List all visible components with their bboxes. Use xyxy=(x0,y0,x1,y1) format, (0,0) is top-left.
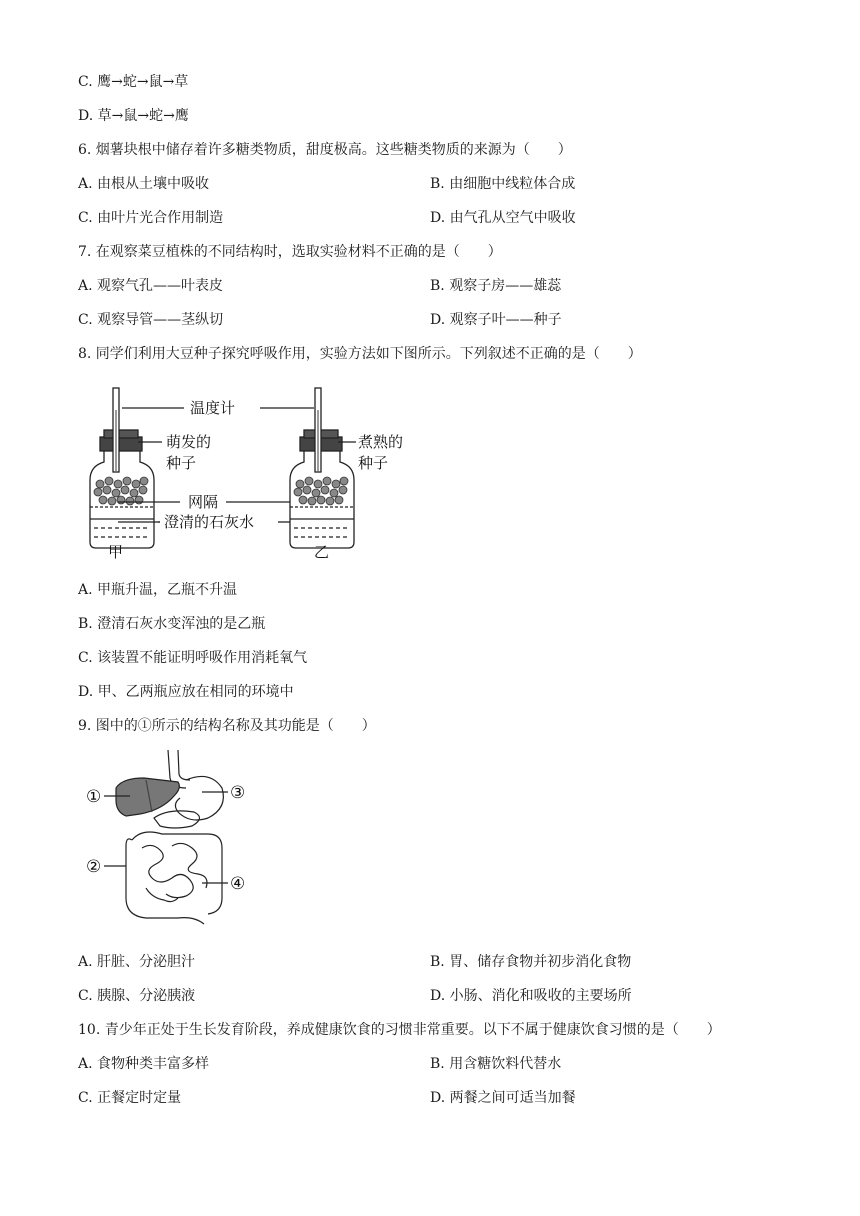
label-jar-a: 甲 xyxy=(108,543,124,560)
label-jar-b: 乙 xyxy=(314,543,330,560)
q10-stem: 10. 青少年正处于生长发育阶段，养成健康饮食的习惯非常重要。以下不属于健康饮食习惯的是（ ） xyxy=(78,1022,721,1038)
q5-option-d: D. 草→鼠→蛇→鹰 xyxy=(78,108,189,124)
q8-option-d: D. 甲、乙两瓶应放在相同的环境中 xyxy=(78,684,294,700)
q8-stem: 8. 同学们利用大豆种子探究呼吸作用，实验方法如下图所示。下列叙述不正确的是（ ） xyxy=(78,346,642,362)
q9-option-b: B. 胃、储存食物并初步消化食物 xyxy=(430,954,632,970)
q6-option-b: B. 由细胞中线粒体合成 xyxy=(430,176,576,192)
q7-option-c: C. 观察导管——茎纵切 xyxy=(78,312,224,328)
q6-option-d: D. 由气孔从空气中吸收 xyxy=(430,210,576,226)
q5-option-c: C. 鹰→蛇→鼠→草 xyxy=(78,74,189,90)
respiration-experiment-figure xyxy=(78,380,418,560)
q7-stem: 7. 在观察菜豆植株的不同结构时，选取实验材料不正确的是（ ） xyxy=(78,244,502,260)
q8-option-a: A. 甲瓶升温，乙瓶不升温 xyxy=(78,582,238,598)
q10-option-d: D. 两餐之间可适当加餐 xyxy=(430,1090,576,1106)
label-4: ④ xyxy=(230,874,246,894)
q9-option-a: A. 肝脏、分泌胆汁 xyxy=(78,954,196,970)
q7-option-b: B. 观察子房——雄蕊 xyxy=(430,278,562,294)
label-sprouting-seeds-line1: 萌发的 xyxy=(166,433,212,451)
q6-stem: 6. 烟薯块根中储存着许多糖类物质，甜度极高。这些糖类物质的来源为（ ） xyxy=(78,142,572,158)
q9-option-d: D. 小肠、消化和吸收的主要场所 xyxy=(430,988,632,1004)
label-cooked-seeds-line1: 煮熟的 xyxy=(358,433,404,451)
label-1: ① xyxy=(86,787,102,807)
q6-option-c: C. 由叶片光合作用制造 xyxy=(78,210,224,226)
q10-option-b: B. 用含糖饮料代替水 xyxy=(430,1056,562,1072)
q7-option-a: A. 观察气孔——叶表皮 xyxy=(78,278,224,294)
q10-option-a: A. 食物种类丰富多样 xyxy=(78,1056,210,1072)
digestive-system-figure xyxy=(82,748,262,928)
label-2: ② xyxy=(86,857,102,877)
label-cooked-seeds-line2: 种子 xyxy=(358,454,389,472)
label-thermometer: 温度计 xyxy=(190,399,236,417)
label-mesh: 网隔 xyxy=(188,493,219,511)
q7-option-d: D. 观察子叶——种子 xyxy=(430,312,562,328)
q8-option-c: C. 该装置不能证明呼吸作用消耗氧气 xyxy=(78,650,308,666)
label-3: ③ xyxy=(230,783,246,803)
label-limewater: 澄清的石灰水 xyxy=(164,513,255,531)
q9-option-c: C. 胰腺、分泌胰液 xyxy=(78,988,196,1004)
q10-option-c: C. 正餐定时定量 xyxy=(78,1090,182,1106)
label-sprouting-seeds-line2: 种子 xyxy=(166,454,197,472)
q6-option-a: A. 由根从土壤中吸收 xyxy=(78,176,210,192)
q8-option-b: B. 澄清石灰水变浑浊的是乙瓶 xyxy=(78,616,266,632)
q9-stem: 9. 图中的①所示的结构名称及其功能是（ ） xyxy=(78,718,376,734)
